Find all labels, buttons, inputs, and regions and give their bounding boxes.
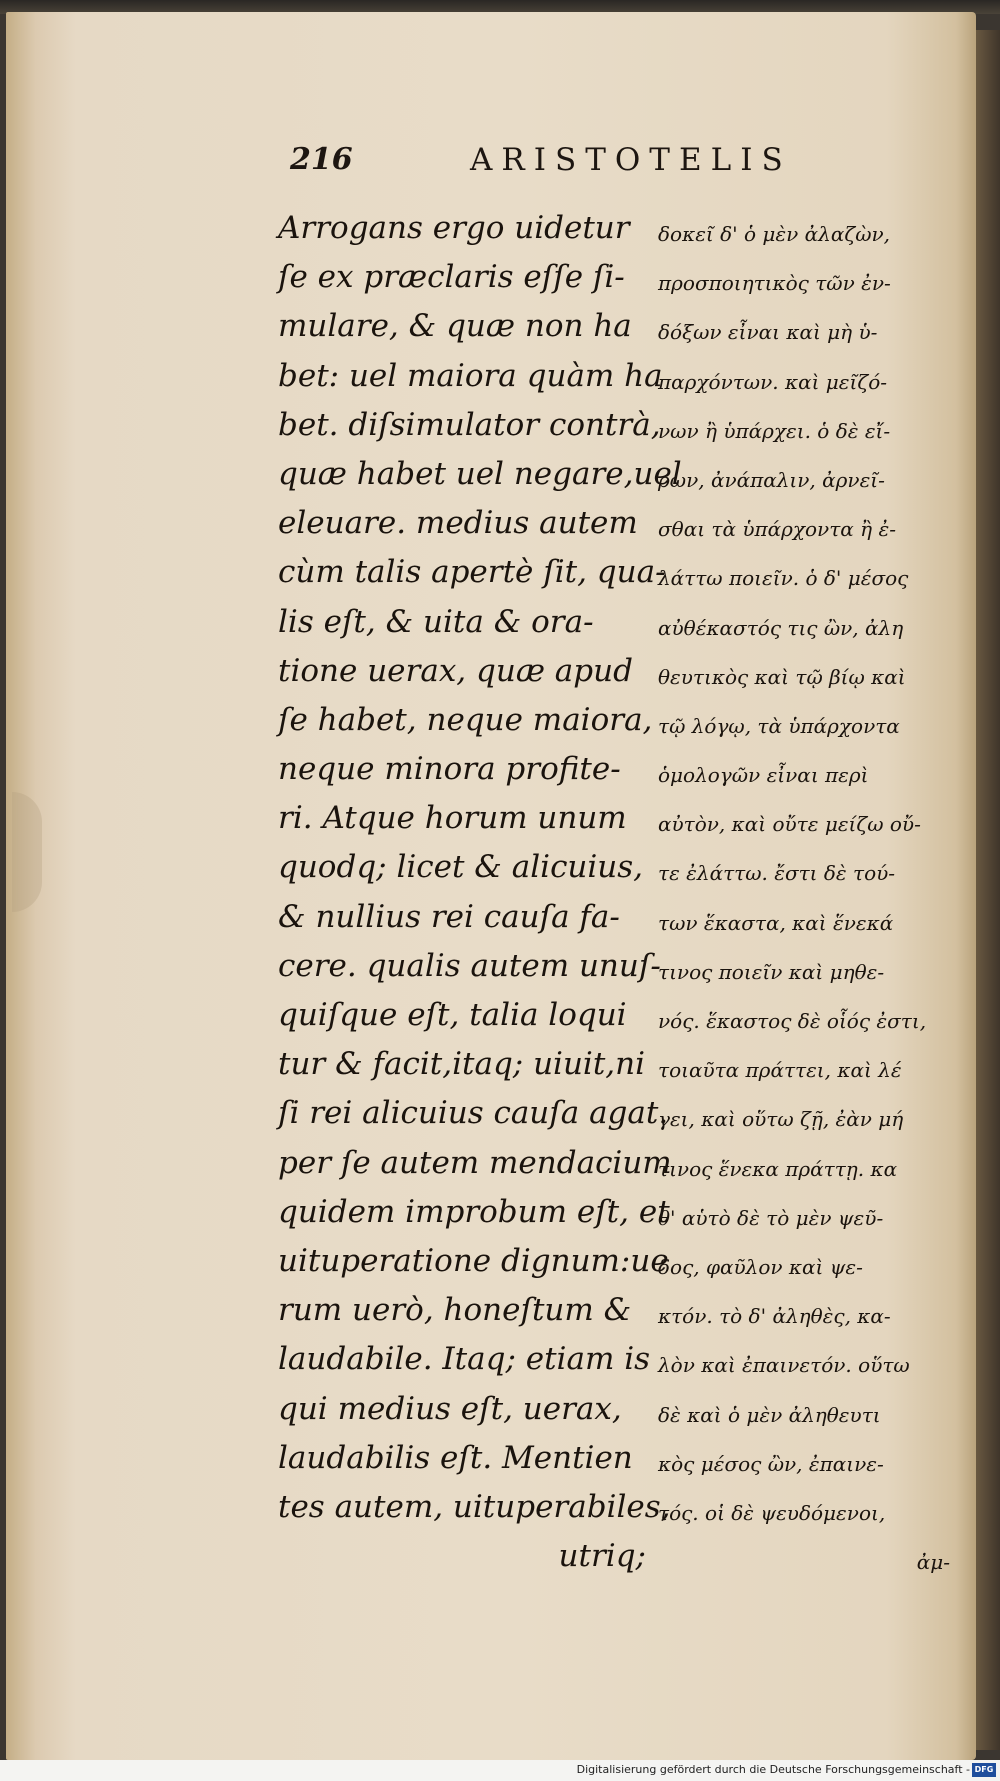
latin-text-line: lis eſt, & uita & ora- bbox=[278, 603, 594, 640]
latin-text-catchword: utriq; bbox=[558, 1538, 646, 1575]
footer-bar bbox=[0, 1760, 1000, 1781]
greek-text-line: νός. ἕκαστος δὲ οἷός ἐστι, bbox=[658, 1009, 927, 1033]
greek-text-catchword: ἀμ- bbox=[916, 1550, 950, 1575]
greek-text-line: θ' αὑτὸ δὲ τὸ μὲν ψεῦ- bbox=[658, 1205, 884, 1230]
latin-text-line: tes autem, uituperabiles, bbox=[278, 1488, 671, 1525]
greek-text-line: γει, καὶ οὕτω ζῇ, ἐὰν μή bbox=[658, 1107, 904, 1132]
greek-text-line: των ἕκαστα, καὶ ἕνεκά bbox=[658, 910, 894, 935]
greek-text-line: κὸς μέσος ὢν, ἐπαινε- bbox=[658, 1451, 884, 1476]
dfg-logo: DFG bbox=[972, 1763, 996, 1777]
latin-text-line: ri. Atque horum unum bbox=[278, 800, 627, 837]
page-number: 216 bbox=[290, 142, 353, 177]
greek-text-line: τε ἐλάττω. ἔστι δὲ τού- bbox=[658, 861, 896, 886]
latin-text-column bbox=[278, 204, 682, 1581]
latin-text-line: bet. diſsimulator contrà, bbox=[278, 406, 661, 443]
latin-text-line: cùm talis apertè ſit, qua- bbox=[278, 554, 666, 591]
greek-text-line: τινος ἕνεκα πράττῃ. κα bbox=[658, 1156, 898, 1181]
greek-text-line: θευτικὸς καὶ τῷ βίῳ καὶ bbox=[658, 664, 906, 689]
greek-text-line: παρχόντων. καὶ μεῖζό- bbox=[658, 369, 888, 394]
greek-text-line: σθαι τὰ ὑπάρχοντα ἢ ἐ- bbox=[658, 517, 896, 542]
greek-text-column bbox=[658, 210, 958, 1587]
latin-text-line: uituperatione dignum:ue bbox=[278, 1242, 669, 1279]
latin-text-line: quiſque eſt, talia loqui bbox=[278, 997, 627, 1033]
greek-text-line: αὐτὸν, καὶ οὔτε μείζω οὔ- bbox=[658, 812, 921, 837]
greek-text-line: δὲ καὶ ὁ μὲν ἀληθευτι bbox=[658, 1402, 881, 1427]
latin-text-line: ſe habet, neque maiora, bbox=[278, 701, 653, 738]
greek-text-line: τινος ποιεῖν καὶ μηθε- bbox=[658, 959, 885, 984]
greek-text-line: τῷ λόγῳ, τὰ ὑπάρχοντα bbox=[658, 713, 900, 738]
running-head: ARISTOTELIS bbox=[470, 142, 792, 178]
latin-text-line: cere. qualis autem unuſ- bbox=[278, 947, 661, 984]
page-header bbox=[290, 138, 890, 188]
greek-text-line: τός. οἱ δὲ ψευδόμενοι, bbox=[658, 1500, 886, 1525]
latin-text-line: ſe ex præclaris eſſe ſi- bbox=[278, 259, 625, 296]
latin-text-line: quæ habet uel negare,uel bbox=[278, 455, 682, 492]
page-edge-stain bbox=[12, 792, 42, 912]
latin-text-line: quidem improbum eſt, et bbox=[278, 1193, 670, 1230]
greek-text-line: λὸν καὶ ἐπαινετόν. οὕτω bbox=[658, 1353, 910, 1378]
latin-text-line: neque minora profite- bbox=[278, 751, 621, 788]
latin-text-line: tione uerax, quæ apud bbox=[278, 652, 633, 689]
footer-credit: Digitalisierung gefördert durch die Deutsche Forschungsgemeinschaft - bbox=[576, 1763, 970, 1776]
greek-text-line: λάττω ποιεῖν. ὁ δ' μέσος bbox=[658, 566, 909, 591]
latin-text-line: quodq; licet & alicuius, bbox=[278, 849, 644, 886]
latin-text-line: qui medius eſt, uerax, bbox=[278, 1390, 622, 1427]
latin-text-line: & nullius rei cauſa fa- bbox=[278, 898, 620, 935]
latin-text-line: bet: uel maiora quàm ha bbox=[278, 357, 663, 394]
greek-text-line: προσποιητικὸς τῶν ἐν- bbox=[658, 271, 891, 296]
latin-text-line: tur & facit,itaq; uiuit,ni bbox=[278, 1046, 646, 1083]
greek-text-line: ρων, ἀνάπαλιν, ἀρνεῖ- bbox=[658, 467, 885, 492]
greek-text-line: αὐθέκαστός τις ὢν, ἀλη bbox=[658, 615, 904, 640]
latin-text-line: per ſe autem mendacium bbox=[278, 1144, 672, 1181]
greek-text-line: ὁμολογῶν εἶναι περὶ bbox=[658, 763, 869, 788]
latin-text-line: ſi rei alicuius cauſa agat. bbox=[278, 1095, 669, 1132]
latin-text-line: mulare, & quæ non ha bbox=[278, 308, 632, 345]
latin-text-line: Arrogans ergo uidetur bbox=[278, 210, 630, 246]
greek-text-line: νων ἢ ὑπάρχει. ὁ δὲ εἴ- bbox=[658, 418, 891, 443]
latin-text-line: eleuare. medius autem bbox=[278, 505, 638, 542]
greek-text-line: δόξων εἶναι καὶ μὴ ὑ- bbox=[658, 320, 878, 345]
greek-text-line: κτόν. τὸ δ' ἀληθὲς, κα- bbox=[658, 1304, 891, 1329]
latin-text-line: laudabile. Itaq; etiam is bbox=[278, 1341, 651, 1378]
greek-text-line: δοκεῖ δ' ὁ μὲν ἀλαζὼν, bbox=[658, 222, 891, 246]
latin-text-line: rum uerò, honeſtum & bbox=[278, 1292, 632, 1329]
greek-text-line: δος, φαῦλον καὶ ψε- bbox=[658, 1254, 863, 1279]
greek-text-line: τοιαῦτα πράττει, καὶ λέ bbox=[658, 1058, 902, 1083]
latin-text-line: laudabilis eſt. Mentien bbox=[278, 1439, 633, 1476]
